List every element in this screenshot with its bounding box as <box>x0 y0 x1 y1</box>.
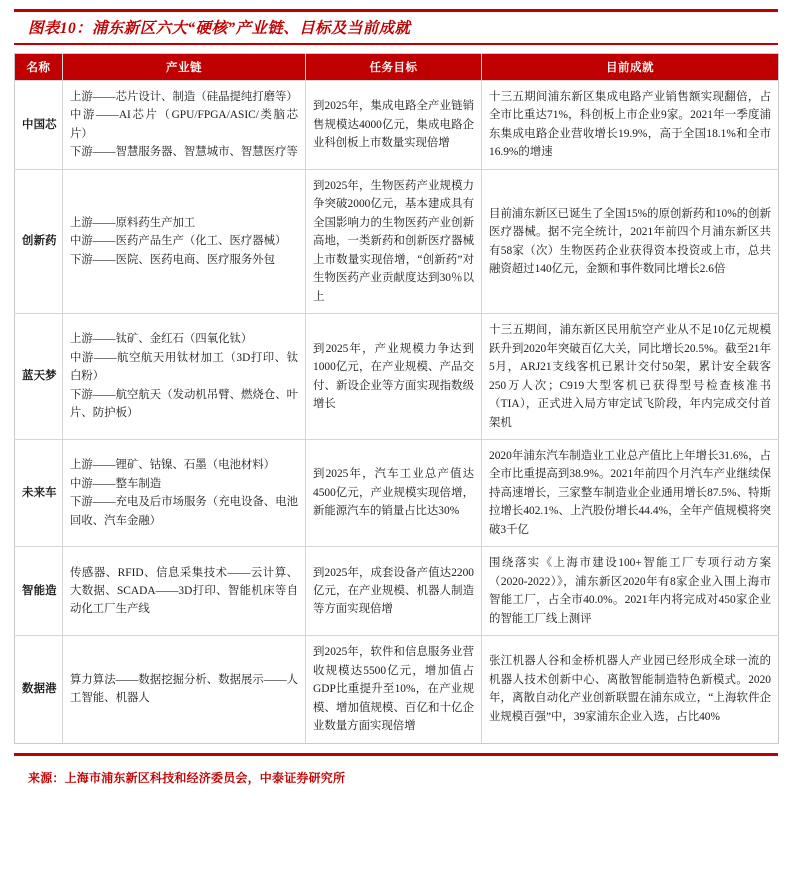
cell-industry-name: 智能造 <box>15 547 63 636</box>
table-header-row <box>15 54 779 81</box>
chain-line: 下游——航空航天（发动机吊臂、燃烧仓、叶片、防护板） <box>70 388 298 420</box>
chain-line: 上游——原料药生产加工 <box>70 216 196 229</box>
cell-current-achievement: 张江机器人谷和金桥机器人产业园已经形成全球一流的机器人技术创新中心、离散智能制造特色新模式。2020年，离散自动化产业创新联盟在浦东成立，“上海软件企业规模百强”中，39家浦东企业入选，占比40% <box>482 636 779 743</box>
cell-industry-chain <box>63 439 306 546</box>
cell-industry-name: 未来车 <box>15 439 63 546</box>
source-note: 来源：上海市浦东新区科技和经济委员会，中泰证券研究所 <box>28 770 346 785</box>
cell-current-achievement: 目前浦东新区已诞生了全国15%的原创新药和10%的创新医疗器械。据不完全统计，2021年前四个月浦东新区共有58家（次）生物医药企业获得资本投资或上市，总共融资超过140亿元，金额和事件数同比增长2.6倍 <box>482 169 779 313</box>
cell-industry-name: 数据港 <box>15 636 63 743</box>
chain-line: 上游——芯片设计、制造（硅晶提纯打磨等） <box>70 91 298 103</box>
column-header-chain: 产业链 <box>63 54 306 81</box>
title-bar <box>14 12 778 43</box>
cell-task-goal: 到2025年，集成电路全产业链销售规模达4000亿元，集成电路企业科创板上市数量实现倍增 <box>306 81 482 170</box>
chain-line: 算力算法——数据挖掘分析、数据展示——人工智能、机器人 <box>70 673 298 705</box>
cell-industry-chain <box>63 314 306 440</box>
cell-industry-chain <box>63 547 306 636</box>
chain-line: 下游——充电及后市场服务（充电设备、电池回收、汽车金融） <box>70 496 298 527</box>
cell-current-achievement: 2020年浦东汽车制造业工业总产值比上年增长31.6%，占全市比重提高到38.9%。2021年前四个月汽车产业继续保持高速增长，三家整车制造业企业通用增长87.5%、特斯拉增长402.1%、上汽股份增长44.4%，全年产值规模将突破3千亿 <box>482 439 779 546</box>
chain-line: 中游——AI芯片（GPU/FPGA/ASIC/类脑芯片） <box>70 109 298 140</box>
cell-task-goal: 到2025年，成套设备产值达2200亿元，在产业规模、机器人制造等方面实现倍增 <box>306 547 482 636</box>
cell-task-goal: 到2025年，汽车工业总产值达4500亿元，产业规模实现倍增，新能源汽车的销量占比达30% <box>306 439 482 546</box>
cell-industry-name: 蓝天梦 <box>15 314 63 440</box>
table-body <box>15 81 779 744</box>
cell-industry-name: 中国芯 <box>15 81 63 170</box>
chain-line: 上游——锂矿、钴镍、石墨（电池材料） <box>70 459 276 472</box>
cell-industry-chain <box>63 636 306 743</box>
table-row <box>15 81 779 170</box>
chain-line: 下游——医院、医药电商、医疗服务外包 <box>70 253 276 266</box>
cell-current-achievement: 十三五期间浦东新区集成电路产业销售额实现翻倍，占全市比重达71%，科创板上市企业9家。2021年一季度浦东集成电路企业营收增长19.9%，高于全国18.1%和全市16.9%的增速 <box>482 81 779 170</box>
column-header-achievement: 目前成就 <box>482 54 779 81</box>
document-page <box>0 9 792 889</box>
cell-industry-chain <box>63 169 306 313</box>
chain-line: 下游——智慧服务器、智慧城市、智慧医疗等 <box>70 146 298 159</box>
cell-task-goal: 到2025年，软件和信息服务业营收规模达5500亿元，增加值占GDP比重提升至10%，在产业规模、增加值规模、百亿和十亿企业数量方面实现倍增 <box>306 636 482 743</box>
cell-task-goal: 到2025年，生物医药产业规模力争突破2000亿元，基本建成具有全国影响力的生物医药产业创新高地，一类新药和创新医疗器械上市数量实现倍增，“创新药”对生物医药产业贡献度达到30％以上 <box>306 169 482 313</box>
table-row <box>15 314 779 440</box>
table-row <box>15 169 779 313</box>
cell-task-goal: 到2025年，产业规模力争达到1000亿元，在产业规模、产品交付、新设企业等方面实现指数级增长 <box>306 314 482 440</box>
table-row <box>15 439 779 546</box>
chain-line: 传感器、RFID、信息采集技术——云计算、大数据、SCADA——3D打印、智能机床等自动化工厂生产线 <box>70 566 298 616</box>
table-header <box>15 54 779 81</box>
chain-line: 中游——航空航天用钛材加工（3D打印、钛白粉） <box>70 351 298 383</box>
column-header-name: 名称 <box>15 54 63 81</box>
table-row <box>15 636 779 743</box>
cell-industry-chain <box>63 81 306 170</box>
column-header-goal: 任务目标 <box>306 54 482 81</box>
page-title: 图表10：浦东新区六大“硬核”产业链、目标及当前成就 <box>28 20 411 37</box>
title-rule-bottom <box>14 43 778 45</box>
chain-line: 上游——钛矿、金红石（四氧化钛） <box>70 333 253 346</box>
table-row <box>15 547 779 636</box>
cell-industry-name: 创新药 <box>15 169 63 313</box>
cell-current-achievement: 十三五期间，浦东新区民用航空产业从不足10亿元规模跃升到2020年突破百亿大关，同比增长20.5%。截至21年5月，ARJ21支线客机已累计交付50架，累计安全载客250万人次；C919大型客机已获得型号检查核准书（TIA），正式进入局方审定试飞阶段，年内完成交付首架机 <box>482 314 779 440</box>
chain-line: 中游——整车制造 <box>70 477 162 490</box>
cell-current-achievement: 围绕落实《上海市建设100+智能工厂专项行动方案（2020-2022）》，浦东新区2020年有8家企业入围上海市智能工厂，占全市40.0%。2021年内将完成对450家企业的智能工厂线上测评 <box>482 547 779 636</box>
chain-line: 中游——医药产品生产（化工、医疗器械） <box>70 235 287 248</box>
industry-chain-table <box>14 53 779 744</box>
